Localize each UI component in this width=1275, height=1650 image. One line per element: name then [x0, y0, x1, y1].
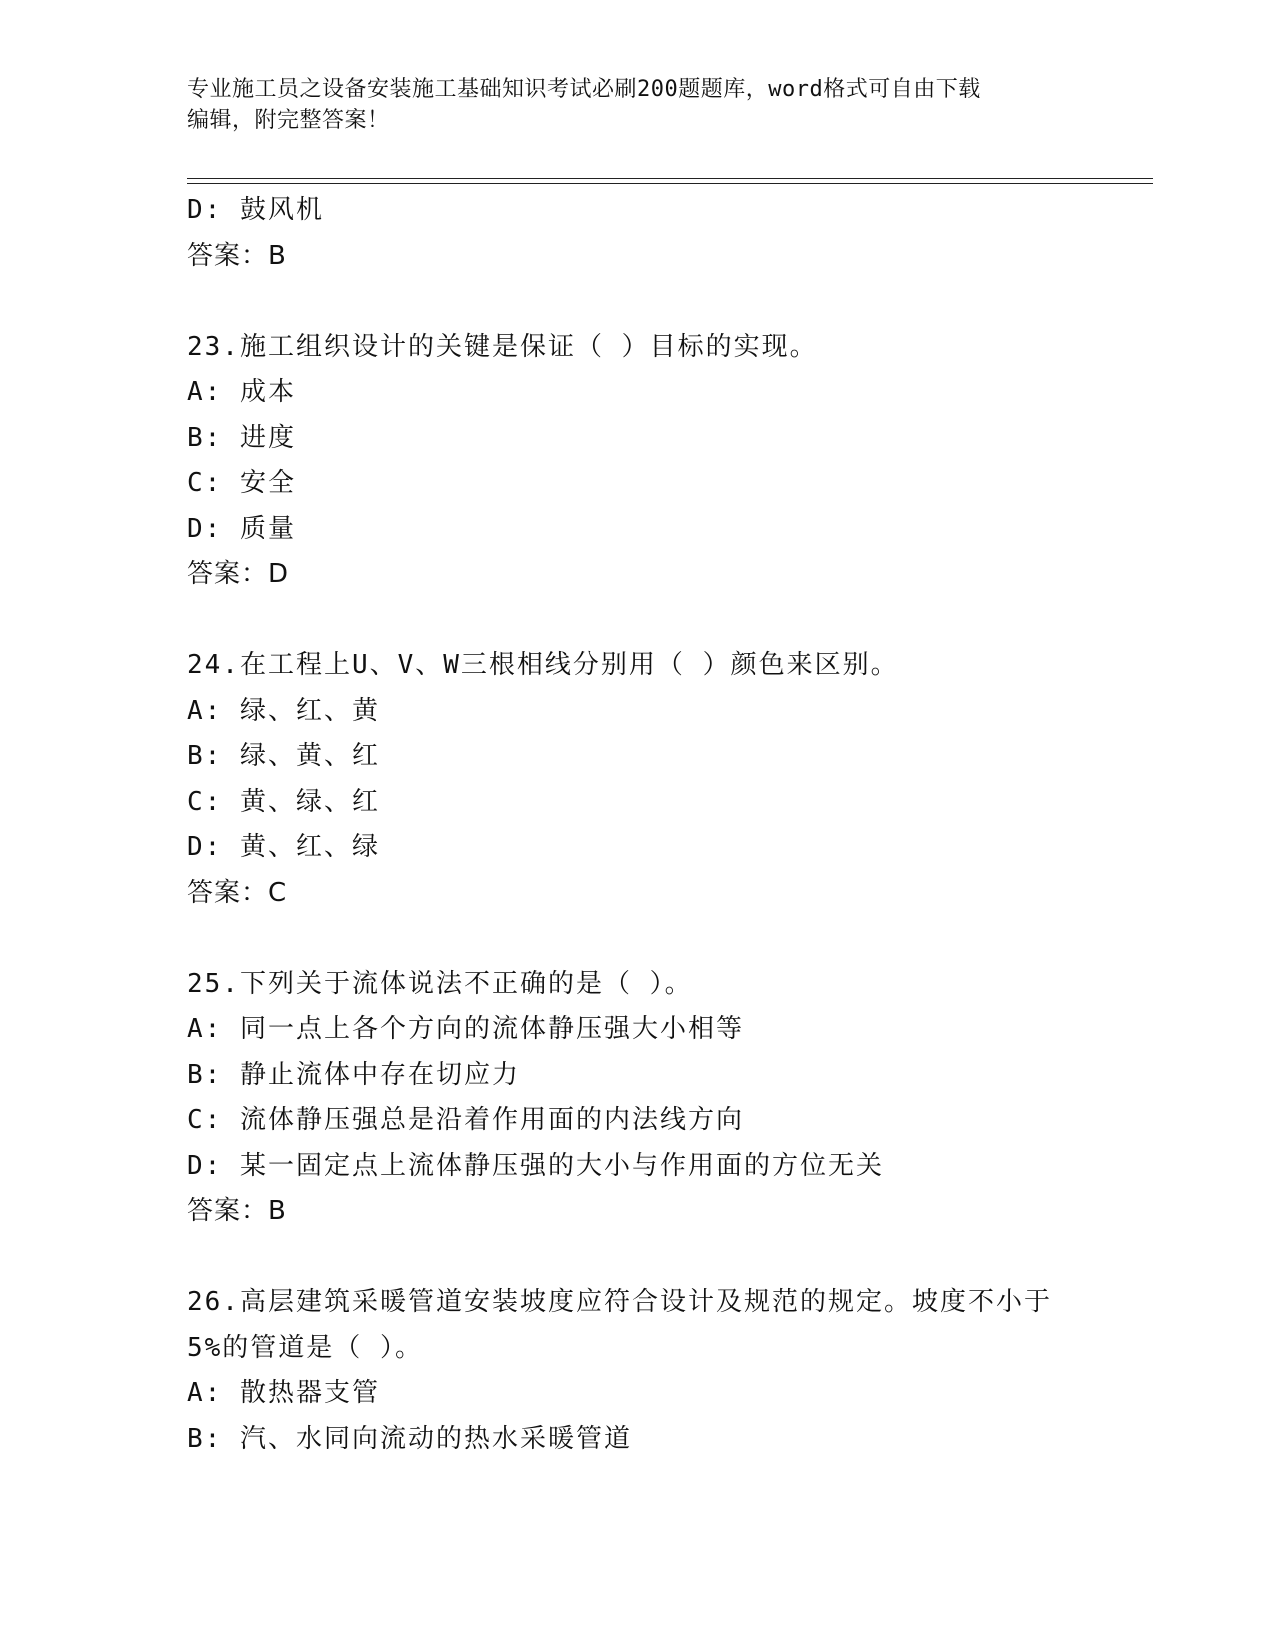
spacer: [187, 598, 1147, 644]
option-b: B: 绿、黄、红: [187, 741, 380, 771]
spacer: [187, 916, 1147, 962]
option-b: B: 汽、水同向流动的热水采暖管道: [187, 1423, 632, 1454]
option-a: A: 绿、红、黄: [187, 695, 380, 726]
question-list: [187, 188, 1147, 1462]
page-header: [187, 74, 1087, 136]
header-title-line-2: 编辑，附完整答案！: [187, 108, 390, 133]
question-24: [187, 643, 1147, 916]
option-c: C: 安全: [187, 468, 296, 498]
option-d: D: 鼓风机: [187, 195, 324, 225]
question-stem: 23.施工组织设计的关键是保证（ ）目标的实现。: [187, 331, 818, 362]
option-b: B: 进度: [187, 422, 296, 453]
question-stem-line-2: 5%的管道是（ ）。: [187, 1332, 423, 1363]
option-d: D: 某一固定点上流体静压强的大小与作用面的方位无关: [187, 1150, 884, 1181]
question-26: [187, 1280, 1147, 1462]
answer-line: 答案：C: [187, 877, 288, 908]
answer-line: 答案：D: [187, 559, 290, 589]
option-c: C: 黄、绿、红: [187, 786, 380, 817]
spacer: [187, 279, 1147, 325]
question-23: [187, 325, 1147, 598]
option-a: A: 散热器支管: [187, 1378, 380, 1408]
option-b: B: 静止流体中存在切应力: [187, 1059, 520, 1090]
question-stem-line-1: 26.高层建筑采暖管道安装坡度应符合设计及规范的规定。坡度不小于: [187, 1287, 1052, 1317]
option-a: A: 同一点上各个方向的流体静压强大小相等: [187, 1014, 744, 1044]
option-a: A: 成本: [187, 377, 296, 407]
question-stem: 24.在工程上U、V、W三根相线分别用（ ）颜色来区别。: [187, 650, 899, 680]
spacer: [187, 1235, 1147, 1281]
answer-line: 答案：B: [187, 1196, 287, 1226]
question-stem: 25.下列关于流体说法不正确的是（ ）。: [187, 968, 693, 999]
option-d: D: 质量: [187, 513, 296, 544]
question-25: [187, 962, 1147, 1235]
option-d: D: 黄、红、绿: [187, 832, 380, 862]
header-title-line-1: 专业施工员之设备安装施工基础知识考试必刷200题题库，word格式可自由下载: [187, 77, 981, 102]
header-divider-top: [187, 178, 1153, 179]
option-c: C: 流体静压强总是沿着作用面的内法线方向: [187, 1105, 744, 1135]
header-divider-bottom: [187, 183, 1153, 184]
answer-line: 答案：B: [187, 240, 287, 271]
